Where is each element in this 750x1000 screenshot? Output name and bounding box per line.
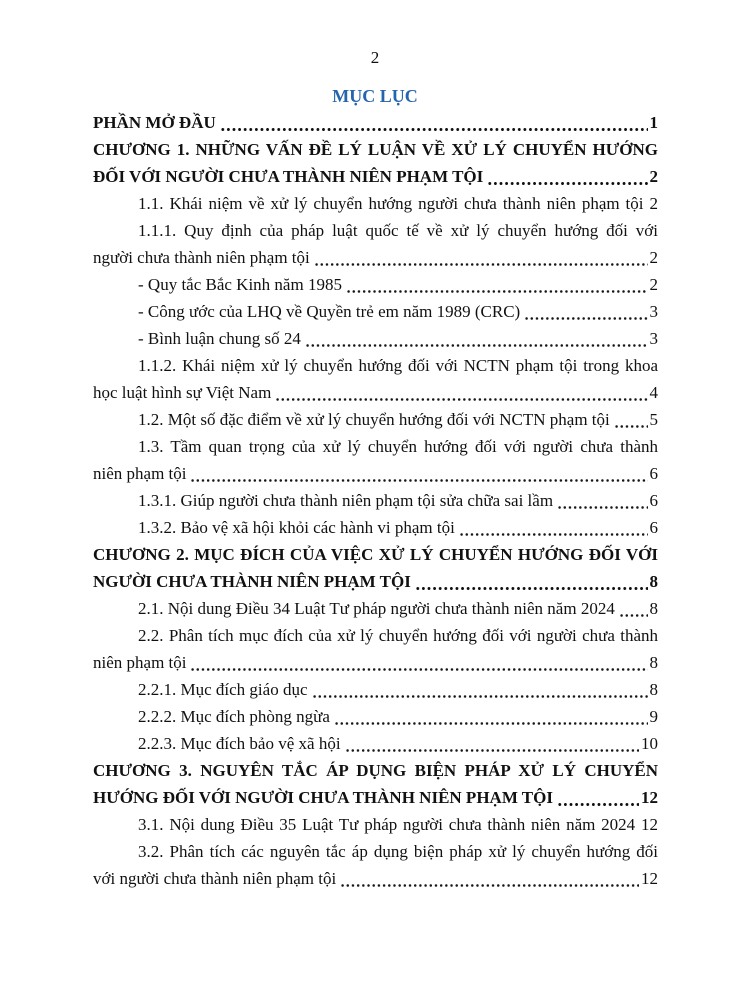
dot-leader [414, 568, 648, 595]
toc-entry [93, 487, 658, 514]
toc-entry-text: 2.2. Phân tích mục đích của xử lý chuyển hướng đối với người chưa thành [138, 626, 658, 645]
toc-entry-text: 3.2. Phân tích các nguyên tắc áp dụng biện pháp xử lý chuyển hướng đối [138, 842, 658, 861]
dot-leader [339, 865, 639, 892]
toc-entry [93, 568, 658, 595]
toc-page-number: 12 [641, 815, 659, 834]
toc-entry [93, 460, 658, 487]
dot-leader [556, 487, 647, 514]
toc-entry [93, 433, 658, 460]
toc-entry [93, 595, 658, 622]
toc-entry-text: 2.1. Nội dung Điều 34 Luật Tư pháp người chưa thành niên năm 2024 [138, 599, 615, 618]
toc-entry-text: 1.3. Tầm quan trọng của xử lý chuyển hướng đối với người chưa thành [138, 437, 658, 456]
toc-entry [93, 352, 658, 379]
toc-entry [93, 622, 658, 649]
toc-entry-text: 2.2.3. Mục đích bảo vệ xã hội [138, 734, 341, 753]
toc-entry-text: 1.3.2. Bảo vệ xã hội khỏi các hành vi phạm tội [138, 518, 455, 537]
toc-entry [93, 514, 658, 541]
toc-page-number: 3 [649, 302, 658, 321]
toc-page-number: 6 [649, 518, 658, 537]
toc-entry [93, 163, 658, 190]
toc-entry-text: 2.2.1. Mục đích giáo dục [138, 680, 308, 699]
toc-entry-text: học luật hình sự Việt Nam [93, 383, 272, 402]
toc-page-number: 8 [649, 599, 658, 618]
toc-entry-text: 1.2. Một số đặc điểm về xử lý chuyển hướng đối với NCTN phạm tội [138, 410, 610, 429]
toc-entry-text: 1.1.2. Khái niệm xử lý chuyển hướng đối với NCTN phạm tội trong khoa [138, 356, 658, 375]
page-number: 2 [370, 48, 380, 67]
toc-entry [93, 325, 658, 352]
toc-entry-text: với người chưa thành niên phạm tội [93, 869, 337, 888]
toc-entry [93, 676, 658, 703]
toc-page-number: 6 [649, 464, 658, 483]
dot-leader [618, 595, 648, 622]
toc-entry-text: HƯỚNG ĐỐI VỚI NGƯỜI CHƯA THÀNH NIÊN PHẠM TỘI [93, 788, 553, 807]
toc-list [93, 109, 658, 892]
toc-page-number: 8 [649, 653, 658, 672]
toc-entry-text: 1.1.1. Quy định của pháp luật quốc tế về xử lý chuyển hướng đối với [138, 221, 658, 240]
toc-entry [93, 109, 658, 136]
toc-entry [93, 541, 658, 568]
toc-page-number: 8 [649, 572, 658, 591]
toc-entry-text: 1.1. Khái niệm về xử lý chuyển hướng người chưa thành niên phạm tội [138, 194, 644, 213]
toc-entry [93, 406, 658, 433]
toc-entry-text: PHẦN MỞ ĐẦU [93, 113, 216, 132]
toc-page-number: 5 [649, 410, 658, 429]
toc-entry [93, 217, 658, 244]
toc-page-number: 2 [649, 194, 658, 213]
toc-entry-text: 3.1. Nội dung Điều 35 Luật Tư pháp người chưa thành niên năm 2024 [138, 815, 636, 834]
dot-leader [486, 163, 647, 190]
toc-page-number: 4 [649, 383, 658, 402]
toc-entry [93, 190, 658, 217]
toc-entry-text: ĐỐI VỚI NGƯỜI CHƯA THÀNH NIÊN PHẠM TỘI [93, 167, 484, 186]
toc-entry-text: niên phạm tội [93, 653, 187, 672]
toc-entry-text: 2.2.2. Mục đích phòng ngừa [138, 707, 330, 726]
toc-page-number: 12 [641, 788, 658, 807]
toc-page-number: 10 [641, 734, 658, 753]
dot-leader [344, 730, 639, 757]
toc-page-number: 1 [649, 113, 658, 132]
dot-leader [189, 649, 647, 676]
toc-entry [93, 838, 658, 865]
toc-entry [93, 784, 658, 811]
dot-leader [311, 676, 648, 703]
toc-page-number: 12 [641, 869, 658, 888]
toc-entry-text: - Quy tắc Bắc Kinh năm 1985 [138, 275, 342, 294]
dot-leader [556, 784, 639, 811]
toc-page-number: 2 [649, 167, 658, 186]
dot-leader [523, 298, 647, 325]
toc-entry [93, 811, 658, 838]
toc-entry-text: CHƯƠNG 1. NHỮNG VẤN ĐỀ LÝ LUẬN VỀ XỬ LÝ CHUYỂN HƯỚNG [93, 140, 658, 159]
dot-leader [458, 514, 648, 541]
dot-leader [333, 703, 648, 730]
toc-entry [93, 703, 658, 730]
toc-entry-text: người chưa thành niên phạm tội [93, 248, 310, 267]
dot-leader [313, 244, 648, 271]
toc-entry [93, 730, 658, 757]
toc-entry [93, 298, 658, 325]
toc-page-number: 6 [649, 491, 658, 510]
toc-entry-text: NGƯỜI CHƯA THÀNH NIÊN PHẠM TỘI [93, 572, 411, 591]
toc-entry-text: - Công ước của LHQ về Quyền trẻ em năm 1989 (CRC) [138, 302, 521, 321]
toc-page-number: 2 [649, 275, 658, 294]
toc-entry-text: - Bình luận chung số 24 [138, 329, 301, 348]
toc-title: MỤC LỤC [332, 86, 418, 106]
dot-leader [613, 406, 648, 433]
toc-entry-text: 1.3.1. Giúp người chưa thành niên phạm tội sửa chữa sai lầm [138, 491, 554, 510]
toc-entry [93, 271, 658, 298]
toc-page-number: 2 [649, 248, 658, 267]
toc-entry [93, 244, 658, 271]
dot-leader [274, 379, 647, 406]
dot-leader [304, 325, 648, 352]
toc-page-number: 9 [649, 707, 658, 726]
toc-page-number: 3 [649, 329, 658, 348]
toc-entry [93, 649, 658, 676]
toc-entry [93, 757, 658, 784]
dot-leader [219, 109, 648, 136]
toc-entry-text: CHƯƠNG 3. NGUYÊN TẮC ÁP DỤNG BIỆN PHÁP XỬ LÝ CHUYỂN [93, 761, 658, 780]
dot-leader [345, 271, 648, 298]
toc-page-number: 8 [649, 680, 658, 699]
toc-entry-text: CHƯƠNG 2. MỤC ĐÍCH CỦA VIỆC XỬ LÝ CHUYỂN HƯỚNG ĐỐI VỚI [93, 545, 658, 564]
toc-entry [93, 865, 658, 892]
toc-entry [93, 379, 658, 406]
toc-entry-text: niên phạm tội [93, 464, 187, 483]
dot-leader [189, 460, 647, 487]
toc-entry [93, 136, 658, 163]
